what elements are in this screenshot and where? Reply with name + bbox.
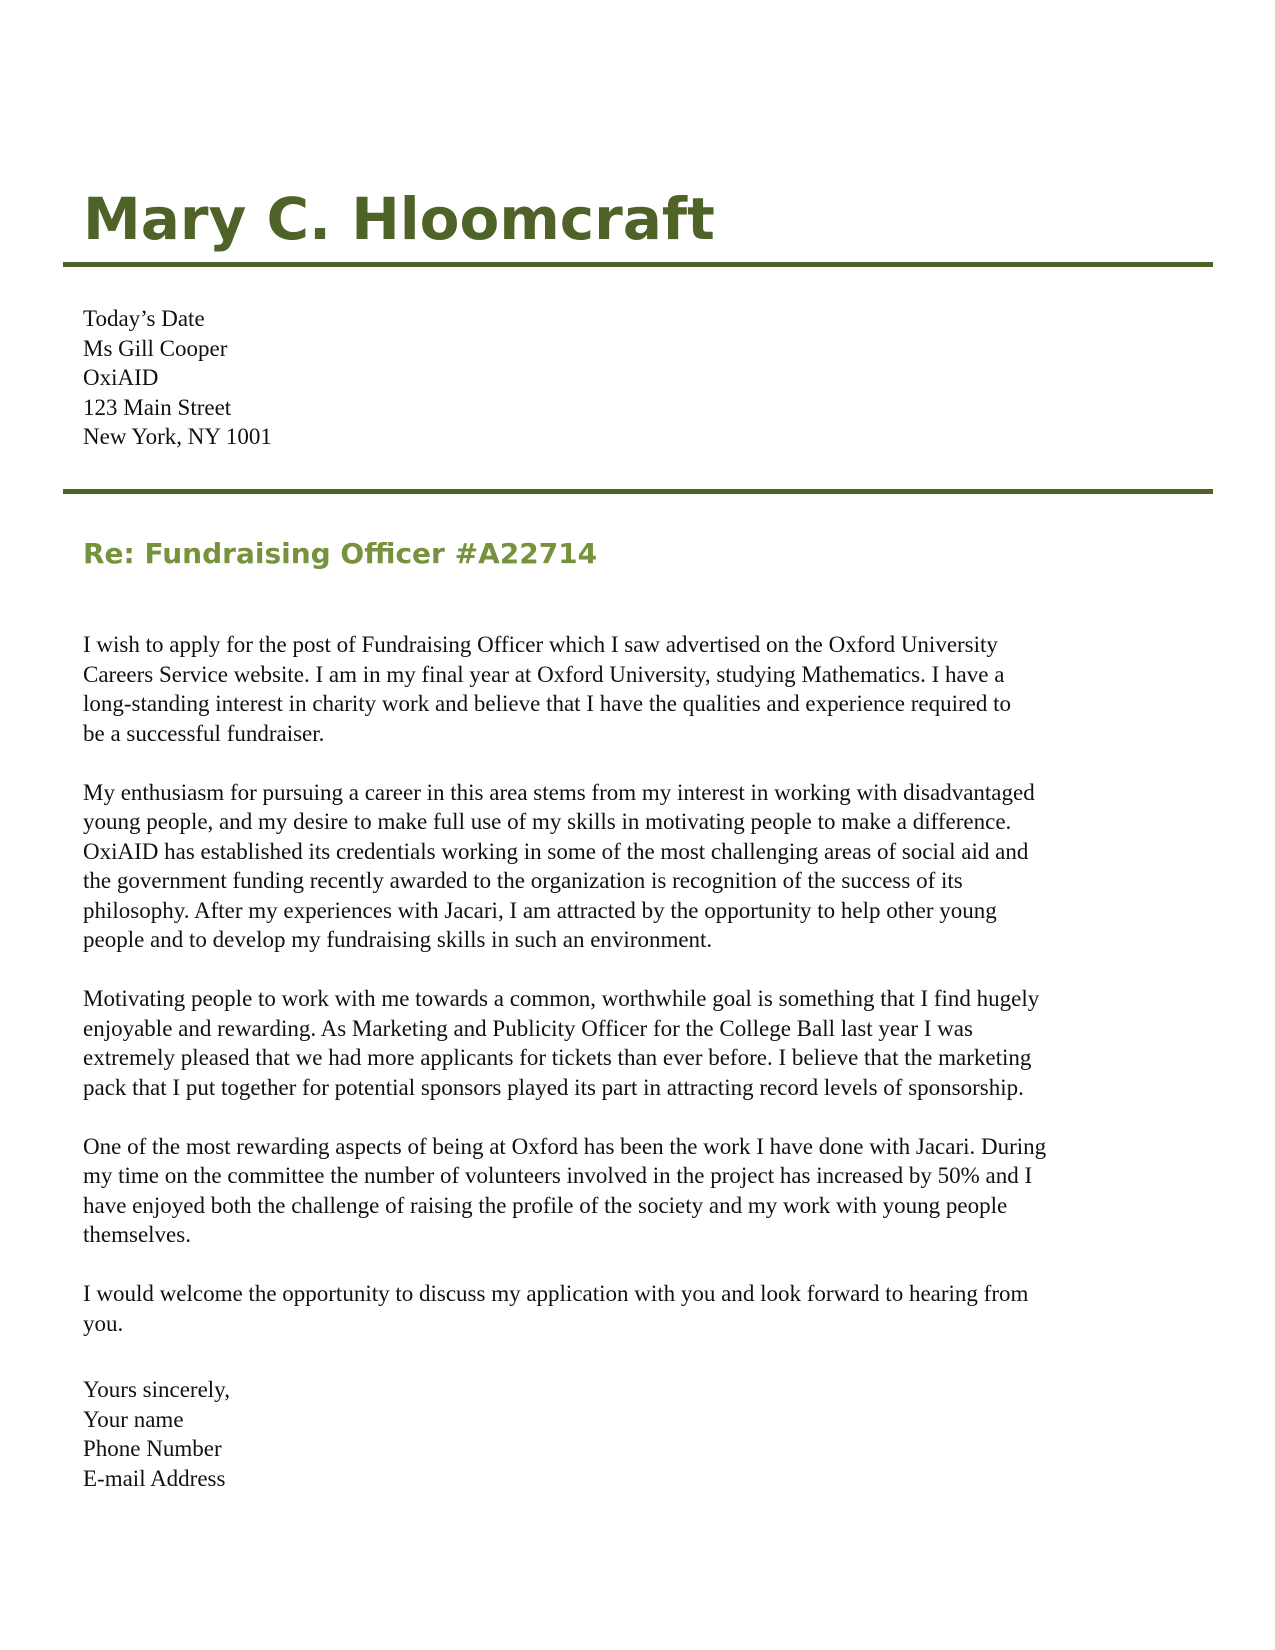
- recipient-organization: OxiAID: [83, 365, 159, 390]
- paragraph-line: young people, and my desire to make full use of my skills in motivating people to make a difference.: [83, 809, 1012, 834]
- paragraph-line: be a successful fundraiser.: [83, 720, 325, 746]
- paragraph-line: themselves.: [83, 1222, 191, 1247]
- paragraph-line: Careers Service website. I am in my final year at Oxford University, studying Mathematics. I have a: [83, 661, 1005, 687]
- paragraph-line: I wish to apply for the post of Fundraising Officer which I saw advertised on the Oxford University: [83, 632, 998, 657]
- paragraph-line: long-standing interest in charity work and believe that I have the qualities and experience required to: [83, 691, 1011, 716]
- paragraph-line: you.: [83, 1310, 124, 1336]
- letter-body: [83, 630, 1213, 1368]
- paragraph-line: the government funding recently awarded to the organization is recognition of the success of its: [83, 868, 963, 893]
- signer-phone: Phone Number: [83, 1436, 222, 1461]
- paragraph-line: My enthusiasm for pursuing a career in this area stems from my interest in working with disadvantaged: [83, 779, 1035, 805]
- body-paragraph: [83, 1279, 1213, 1338]
- body-paragraph: [83, 984, 1213, 1102]
- header-divider: [63, 262, 1213, 267]
- recipient-city: New York, NY 1001: [83, 424, 272, 449]
- recipient-block: [83, 304, 272, 452]
- paragraph-line: One of the most rewarding aspects of being at Oxford has been the work I have done with Jacari. During: [83, 1133, 1047, 1159]
- sender-name: Mary C. Hloomcraft: [83, 185, 715, 253]
- body-paragraph: [83, 1132, 1213, 1250]
- paragraph-line: my time on the committee the number of volunteers involved in the project has increased by 50% and I: [83, 1163, 1033, 1188]
- paragraph-line: philosophy. After my experiences with Jacari, I am attracted by the opportunity to help other young: [83, 897, 997, 923]
- paragraph-line: people and to develop my fundraising skills in such an environment.: [83, 927, 713, 952]
- recipient-name: Ms Gill Cooper: [83, 335, 228, 361]
- paragraph-line: pack that I put together for potential sponsors played its part in attracting record levels of sponsorship.: [83, 1074, 1024, 1100]
- recipient-street: 123 Main Street: [83, 394, 232, 420]
- subject-line: Re: Fundraising Officer #A22714: [83, 537, 598, 570]
- address-divider: [63, 489, 1213, 494]
- body-paragraph: [83, 778, 1213, 955]
- body-paragraph: [83, 630, 1213, 748]
- paragraph-line: I would welcome the opportunity to discuss my application with you and look forward to hearing from: [83, 1281, 1029, 1306]
- letter-date: Today’s Date: [83, 306, 205, 331]
- signature-block: [83, 1375, 230, 1493]
- paragraph-line: enjoyable and rewarding. As Marketing and Publicity Officer for the College Ball last year I was: [83, 1015, 973, 1041]
- signer-name: Your name: [83, 1406, 184, 1432]
- paragraph-line: extremely pleased that we had more applicants for tickets than ever before. I believe that the marketing: [83, 1045, 1032, 1070]
- paragraph-line: have enjoyed both the challenge of raising the profile of the society and my work with young people: [83, 1192, 1008, 1218]
- signer-email: E-mail Address: [83, 1465, 226, 1491]
- paragraph-line: OxiAID has established its credentials working in some of the most challenging areas of social aid and: [83, 838, 1029, 864]
- closing-salutation: Yours sincerely,: [83, 1377, 230, 1402]
- paragraph-line: Motivating people to work with me towards a common, worthwhile goal is something that I find hugely: [83, 986, 1040, 1011]
